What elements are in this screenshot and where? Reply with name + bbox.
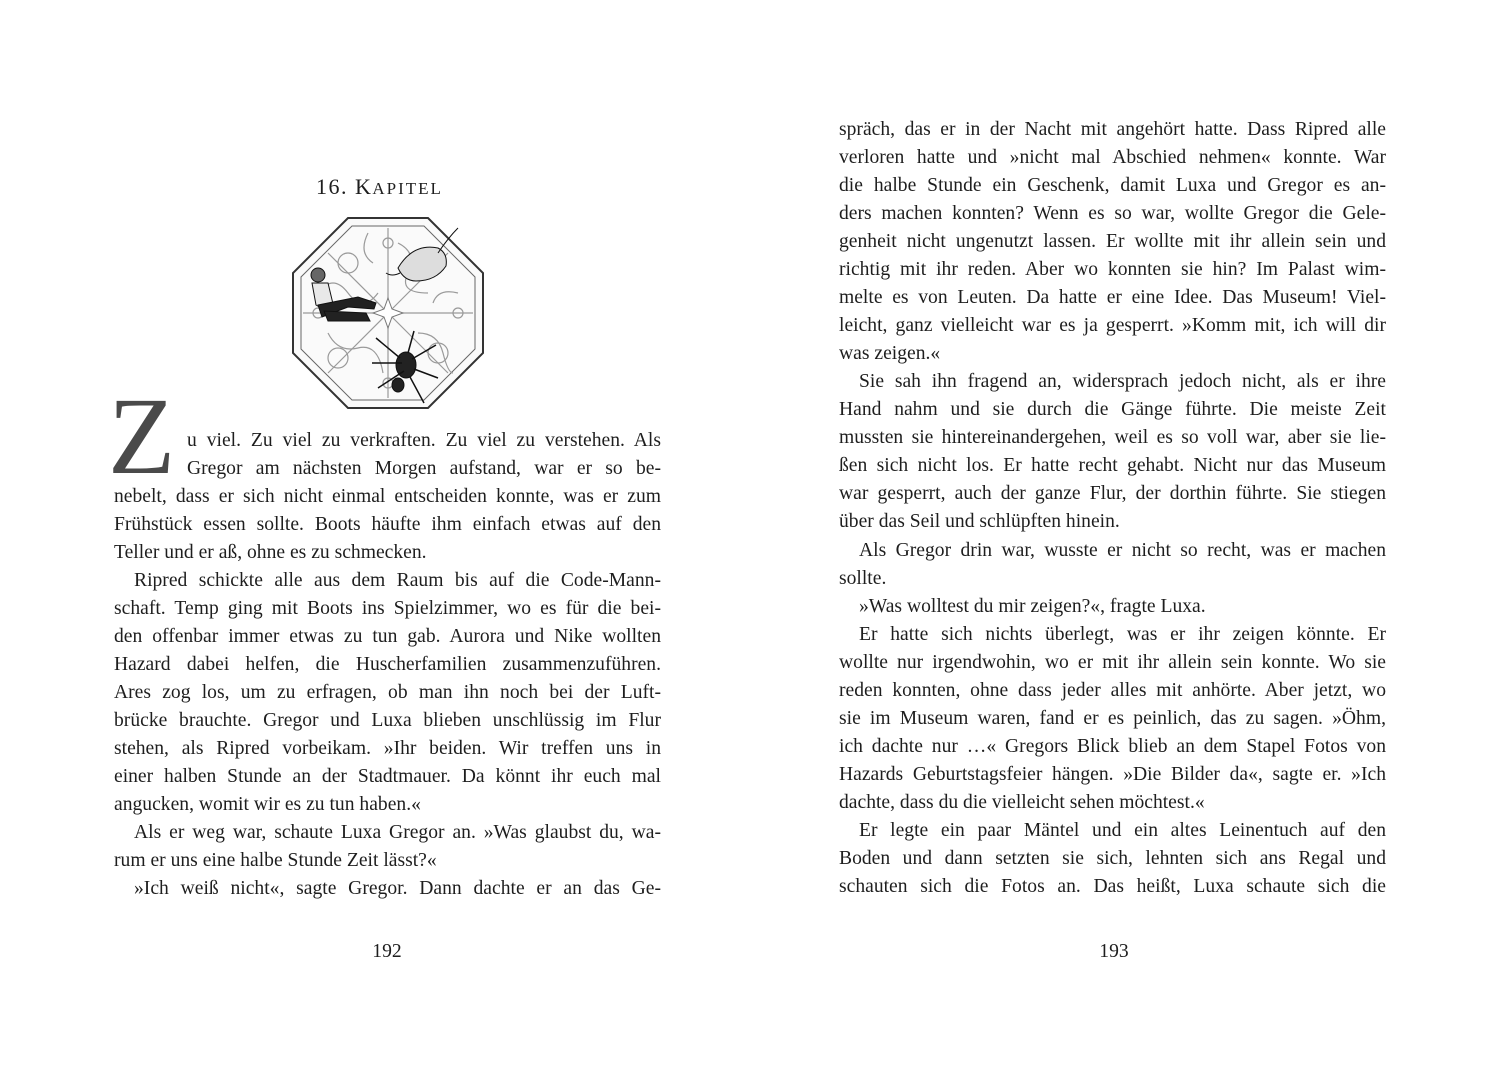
- text-line: schauten sich die Fotos an. Das heißt, Luxa schaute sich die: [839, 876, 1386, 897]
- text-line: Boden und dann setzten sie sich, lehnten sich ans Regal und: [839, 848, 1386, 869]
- text-line: Frühstück essen sollte. Boots häufte ihm einfach etwas auf den: [114, 514, 661, 535]
- text-line: Sie sah ihn fragend an, widersprach jedoch nicht, als er ihre: [859, 371, 1386, 392]
- text-line: leicht, ganz vielleicht war es ja gesperrt. »Komm mit, ich will dir: [839, 315, 1386, 336]
- chapter-title: [316, 172, 460, 202]
- text-line: genheit nicht ungenutzt lassen. Er wollte mit ihr allein sein und: [839, 231, 1386, 252]
- chapter-emblem-illustration: [288, 213, 488, 413]
- drop-cap: Z: [108, 375, 176, 497]
- text-line: den offenbar immer etwas zu tun gab. Aurora und Nike wollten: [114, 626, 661, 647]
- text-line: dachte, dass du die vielleicht sehen möchtest.«: [839, 792, 1205, 813]
- text-line: war gesperrt, auch der ganze Flur, der dorthin führte. Sie stiegen: [839, 483, 1386, 504]
- text-line: Hazard dabei helfen, die Huscherfamilien zusammenzuführen.: [114, 654, 661, 675]
- text-line: Teller und er aß, ohne es zu schmecken.: [114, 542, 427, 563]
- chapter-word-rest: APITEL: [372, 179, 443, 198]
- chapter-number: 16.: [316, 174, 348, 199]
- text-line: angucken, womit wir es zu tun haben.«: [114, 794, 421, 815]
- text-line: wollte nur irgendwohin, wo er mit ihr allein sein konnte. Wo sie: [839, 652, 1386, 673]
- text-line: Als Gregor drin war, wusste er nicht so recht, was er machen: [859, 540, 1386, 561]
- text-line: Er hatte sich nichts überlegt, was er ihr zeigen könnte. Er: [859, 624, 1386, 645]
- text-line: richtig mit ihr reden. Aber wo konnten sie hin? Im Palast wim-: [839, 259, 1386, 280]
- text-line: nebelt, dass er sich nicht einmal entscheiden konnte, was er zum: [114, 486, 661, 507]
- text-line: über das Seil und schlüpften hinein.: [839, 511, 1120, 532]
- text-line: »Was wolltest du mir zeigen?«, fragte Luxa.: [859, 596, 1206, 617]
- text-line: Gregor am nächsten Morgen aufstand, war er so be-: [187, 458, 661, 479]
- text-line: ders machen konnten? Wenn es so war, wollte Gregor die Gele-: [839, 203, 1386, 224]
- text-line: mussten sie hintereinandergehen, weil es so voll war, aber sie lie-: [839, 427, 1386, 448]
- text-line: reden konnten, ohne dass jeder alles mit anhörte. Aber jetzt, wo: [839, 680, 1386, 701]
- text-line: »Ich weiß nicht«, sagte Gregor. Dann dachte er an das Ge-: [134, 878, 661, 899]
- text-line: was zeigen.«: [839, 343, 941, 364]
- text-line: sie im Museum waren, fand er es peinlich, das zu sagen. »Öhm,: [839, 708, 1386, 729]
- page-number: 192: [372, 941, 402, 962]
- text-line: ich dachte nur …« Gregors Blick blieb an dem Stapel Fotos von: [839, 736, 1386, 757]
- text-line: brücke brauchte. Gregor und Luxa blieben unschlüssig im Flur: [114, 710, 661, 731]
- text-line: einer halben Stunde an der Stadtmauer. Da könnt ihr euch mal: [114, 766, 661, 787]
- text-line: melte es von Leuten. Da hatte er eine Idee. Das Museum! Viel-: [839, 287, 1386, 308]
- text-line: u viel. Zu viel zu verkraften. Zu viel zu verstehen. Als: [187, 430, 661, 451]
- chapter-word: [355, 174, 443, 199]
- text-line: Hand nahm und sie durch die Gänge führte. Die meiste Zeit: [839, 399, 1386, 420]
- text-line: verloren hatte und »nicht mal Abschied nehmen« konnte. War: [839, 147, 1386, 168]
- right-page: [750, 0, 1500, 1086]
- text-line: Ares zog los, um zu erfragen, ob man ihn noch bei der Luft-: [114, 682, 661, 703]
- text-line: ßen sich nicht los. Er hatte recht gehabt. Nicht nur das Museum: [839, 455, 1386, 476]
- text-line: Ripred schickte alle aus dem Raum bis auf die Code-Mann-: [134, 570, 661, 591]
- text-line: Hazards Geburtstagsfeier hängen. »Die Bilder da«, sagte er. »Ich: [839, 764, 1386, 785]
- text-line: schaft. Temp ging mit Boots ins Spielzimmer, wo es für die bei-: [114, 598, 661, 619]
- text-line: Als er weg war, schaute Luxa Gregor an. »Was glaubst du, wa-: [134, 822, 661, 843]
- page-number: 193: [1099, 941, 1129, 962]
- text-line: sollte.: [839, 568, 887, 589]
- text-line: stehen, als Ripred vorbeikam. »Ihr beiden. Wir treffen uns in: [114, 738, 661, 759]
- text-line: die halbe Stunde ein Geschenk, damit Luxa und Gregor es an-: [839, 175, 1386, 196]
- text-line: rum er uns eine halbe Stunde Zeit lässt?«: [114, 850, 437, 871]
- text-line: Er legte ein paar Mäntel und ein altes Leinentuch auf den: [859, 820, 1386, 841]
- text-line: spräch, das er in der Nacht mit angehört hatte. Dass Ripred alle: [839, 119, 1386, 140]
- chapter-word-initial: K: [355, 174, 373, 199]
